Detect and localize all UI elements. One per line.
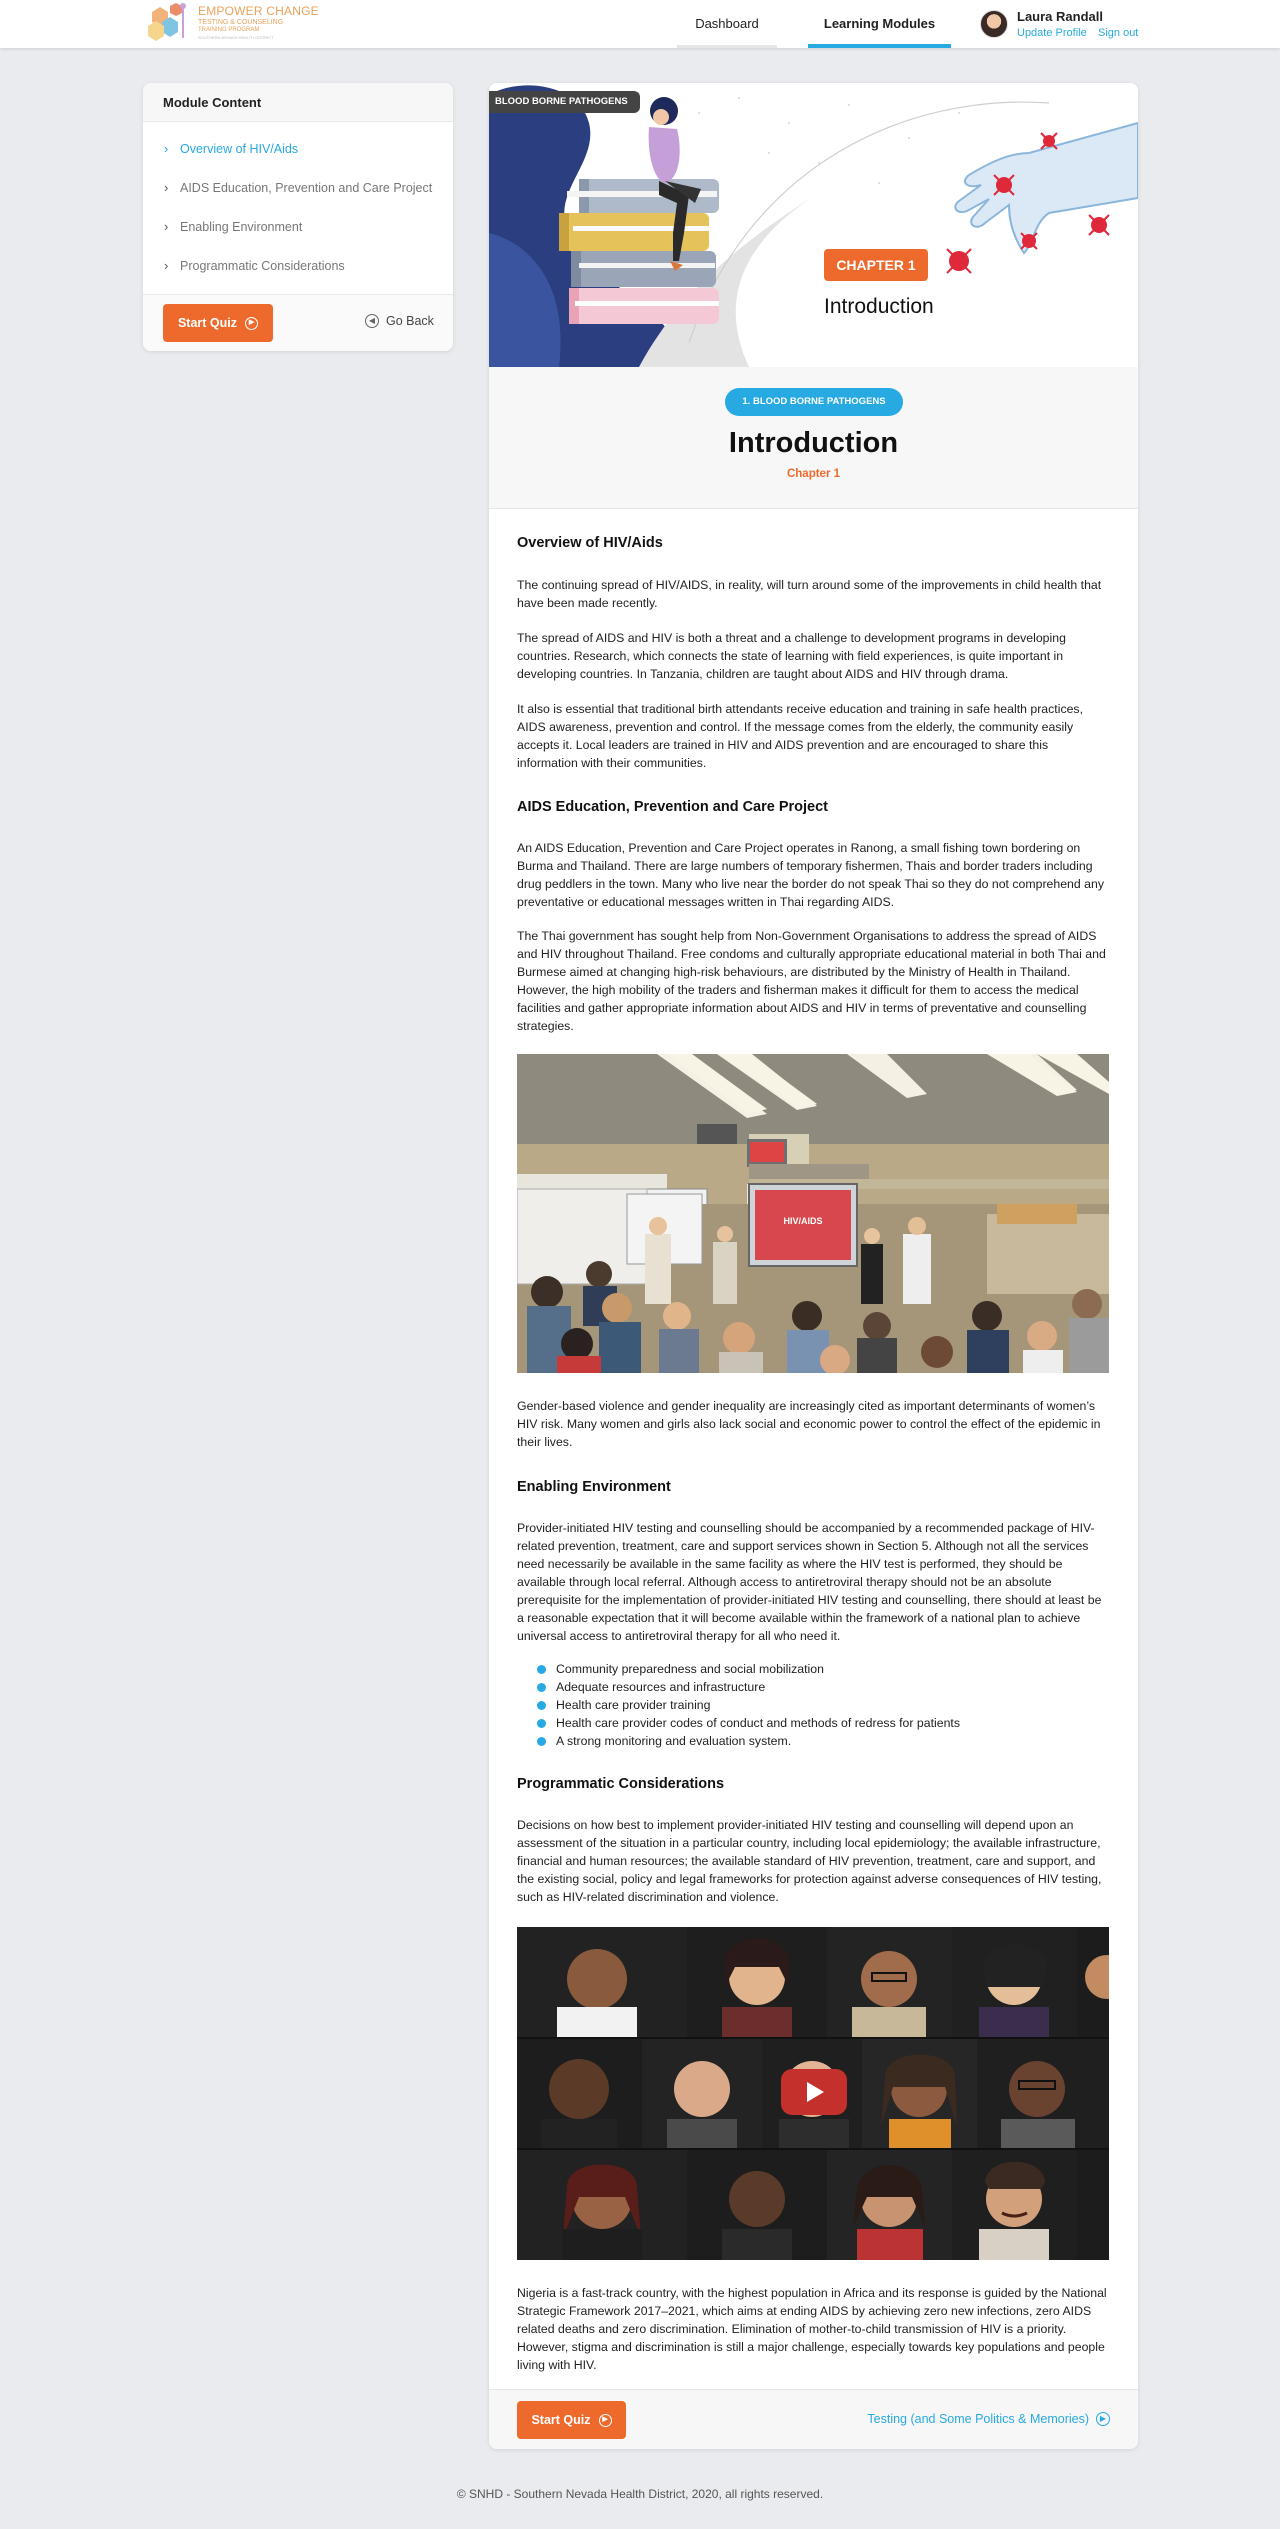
arrow-right-circle-icon: ▶: [599, 2414, 612, 2427]
top-navigation-bar: [0, 0, 1280, 48]
hero-title: Introduction: [824, 295, 934, 318]
paragraph: Decisions on how best to implement provider-initiated HIV testing and counselling will depend upon an assessment of the situation in a particular country, including local epidemiology; the available infrastructure, financial and human resources; the available standard of HIV prevention, treatment, care and support, and the existing social, policy and legal frameworks for protection against adverse consequences of HIV testing, such as HIV-related discrimination and violence.: [517, 1818, 1102, 1904]
list-item: Health care provider training: [537, 1696, 960, 1714]
user-name: Laura Randall: [1017, 9, 1103, 24]
list-item: Adequate resources and infrastructure: [537, 1678, 960, 1696]
paragraph: An AIDS Education, Prevention and Care Project operates in Ranong, a small fishing town bordering on Burma and Thailand. There are large numbers of temporary fishermen, Thais and border traders including drug peddlers in the town. Many who live near the border do not speak Thai so they do not comprehend any preventative or educational messages written in Thai regarding AIDS.: [517, 841, 1104, 909]
screen-caption: HIV/AIDS: [783, 1216, 823, 1226]
hero-chapter-badge: CHAPTER 1: [824, 249, 928, 281]
chevron-right-icon: ›: [164, 258, 169, 273]
sidebar-item-overview[interactable]: [143, 142, 453, 181]
module-category-pill: 1. BLOOD BORNE PATHOGENS: [725, 388, 903, 416]
paragraph: Nigeria is a fast-track country, with the highest population in Africa and its response is guided by the National Strategic Framework 2017–2021, which aims at ending AIDS by achieving zero new infections, zero AIDS related deaths and zero discrimination. Elimination of mother-to-child transmission of HIV is a priority. However, stigma and discrimination is still a major challenge, especially towards key populations and people living with HIV.: [517, 2286, 1107, 2372]
paragraph: The continuing spread of HIV/AIDS, in reality, will turn around some of the improvements in child health that have been made recently.: [517, 578, 1102, 610]
nav-tab-learning-modules[interactable]: Learning Modules: [808, 0, 951, 48]
section-heading-overview: Overview of HIV/Aids: [517, 535, 663, 551]
classroom-photo: [517, 1054, 1109, 1373]
next-module-label: Testing (and Some Politics & Memories): [867, 2412, 1089, 2426]
section-heading-programmatic-considerations: Programmatic Considerations: [517, 1776, 725, 1792]
paragraph: Gender-based violence and gender inequality are increasingly cited as important determinants of women’s HIV risk. Many women and girls also lack social and economic power to control the effect of the epidemic in their lives.: [517, 1399, 1101, 1449]
paragraph: The Thai government has sought help from Non-Government Organisations to address the spread of AIDS and HIV throughout Thailand. Free condoms and culturally appropriate educational material in both Thai and Burmese aimed at changing high-risk behaviours, are distributed by the Ministry of Health in Thailand. However, the high mobility of the traders and fisherman makes it difficult for them to access the medical facilities and gather appropriate information about AIDS and HIV in terms of preventative and counselling strategies.: [517, 929, 1106, 1033]
module-content-sidebar: [143, 83, 453, 351]
brand-line-1: EMPOWER CHANGE: [198, 4, 319, 18]
sidebar-item-programmatic-considerations[interactable]: [143, 259, 453, 298]
sidebar-item-label: Overview of HIV/Aids: [180, 142, 299, 156]
hero-category-tag: BLOOD BORNE PATHOGENS: [489, 91, 640, 113]
paragraph: The spread of AIDS and HIV is both a threat and a challenge to development programs in developing countries. Research, which connects the state of learning with field experiences, is quite important in developing countries. In Tanzania, children are taught about AIDS and HIV through drama.: [517, 631, 1066, 681]
paragraph: It also is essential that traditional birth attendants receive education and training in safe health practices, AIDS awareness, prevention and control. If the message comes from the elderly, the community easily accepts it. Local leaders are trained in HIV and AIDS prevention and are encouraged to share this information with their communities.: [517, 702, 1083, 770]
next-module-link[interactable]: [867, 2412, 1110, 2426]
module-footer: [489, 2389, 1138, 2449]
start-quiz-button[interactable]: [163, 304, 273, 342]
play-icon[interactable]: [781, 2069, 847, 2115]
hero-illustration: [489, 83, 1138, 367]
brand-line-2: TESTING & COUNSELING: [198, 19, 284, 26]
sidebar-item-enabling-environment[interactable]: [143, 220, 453, 259]
brand-logo[interactable]: [146, 2, 319, 42]
sign-out-link[interactable]: Sign out: [1098, 27, 1139, 39]
sidebar-item-label: AIDS Education, Prevention and Care Project: [180, 181, 433, 195]
module-main-card: [489, 83, 1138, 2449]
chevron-right-icon: ›: [164, 219, 169, 234]
go-back-button[interactable]: [365, 314, 434, 328]
chapter-title-band: [489, 367, 1138, 509]
sidebar-footer: [143, 294, 453, 351]
sidebar-item-label: Programmatic Considerations: [180, 259, 345, 273]
nav-tab-dashboard[interactable]: Dashboard: [677, 0, 777, 48]
update-profile-link[interactable]: Update Profile: [1017, 27, 1087, 39]
start-quiz-label: Start Quiz: [177, 316, 238, 330]
section-heading-enabling-environment: Enabling Environment: [517, 1479, 671, 1495]
sidebar-item-aids-education[interactable]: [143, 181, 453, 220]
chevron-right-icon: ›: [164, 180, 169, 195]
user-avatar[interactable]: [980, 10, 1008, 38]
list-item: Health care provider codes of conduct and methods of redress for patients: [537, 1714, 960, 1732]
paragraph: Provider-initiated HIV testing and counselling should be accompanied by a recommended package of HIV-related prevention, treatment, care and support services shown in Section 5. Although not all the services need necessarily be available in the same facility as where the HIV test is performed, they should be available through local referral. Although access to antiretroviral therapy should not be an absolute prerequisite for the implementation of provider-initiated HIV testing and counselling, there should at least be a reasonable expectation that it will become available within the framework of a national plan to achieve universal access to antiretroviral therapy for all who need it.: [517, 1521, 1102, 1643]
chapter-subtitle: Chapter 1: [786, 468, 841, 480]
chapter-hero-banner: [489, 83, 1138, 367]
sidebar-item-label: Enabling Environment: [180, 220, 303, 234]
start-quiz-button-bottom[interactable]: [517, 2401, 626, 2439]
enabling-environment-list: [537, 1660, 960, 1750]
brand-line-4: SOUTHERN NEVADA HEALTH DISTRICT: [198, 35, 274, 40]
list-item: Community preparedness and social mobilization: [537, 1660, 960, 1678]
section-heading-aids-education: AIDS Education, Prevention and Care Project: [517, 799, 829, 815]
go-back-label: Go Back: [386, 314, 434, 328]
video-player[interactable]: [517, 1927, 1109, 2260]
sidebar-list: [143, 122, 453, 298]
page-title: Introduction: [728, 427, 899, 459]
start-quiz-label: Start Quiz: [531, 2413, 591, 2427]
brand-line-3: TRAINING PROGRAM: [198, 27, 260, 33]
arrow-left-circle-icon: ◀: [365, 314, 379, 328]
sidebar-title: Module Content: [143, 83, 453, 122]
hexagon-logo-icon: [146, 2, 196, 44]
site-footer-copyright: © SNHD - Southern Nevada Health District, 2020, all rights reserved.: [456, 2487, 824, 2501]
list-item: A strong monitoring and evaluation system.: [537, 1732, 960, 1750]
arrow-right-circle-icon: ▶: [1096, 2412, 1110, 2426]
arrow-right-circle-icon: ▶: [245, 317, 258, 330]
chevron-right-icon: ›: [164, 141, 169, 156]
